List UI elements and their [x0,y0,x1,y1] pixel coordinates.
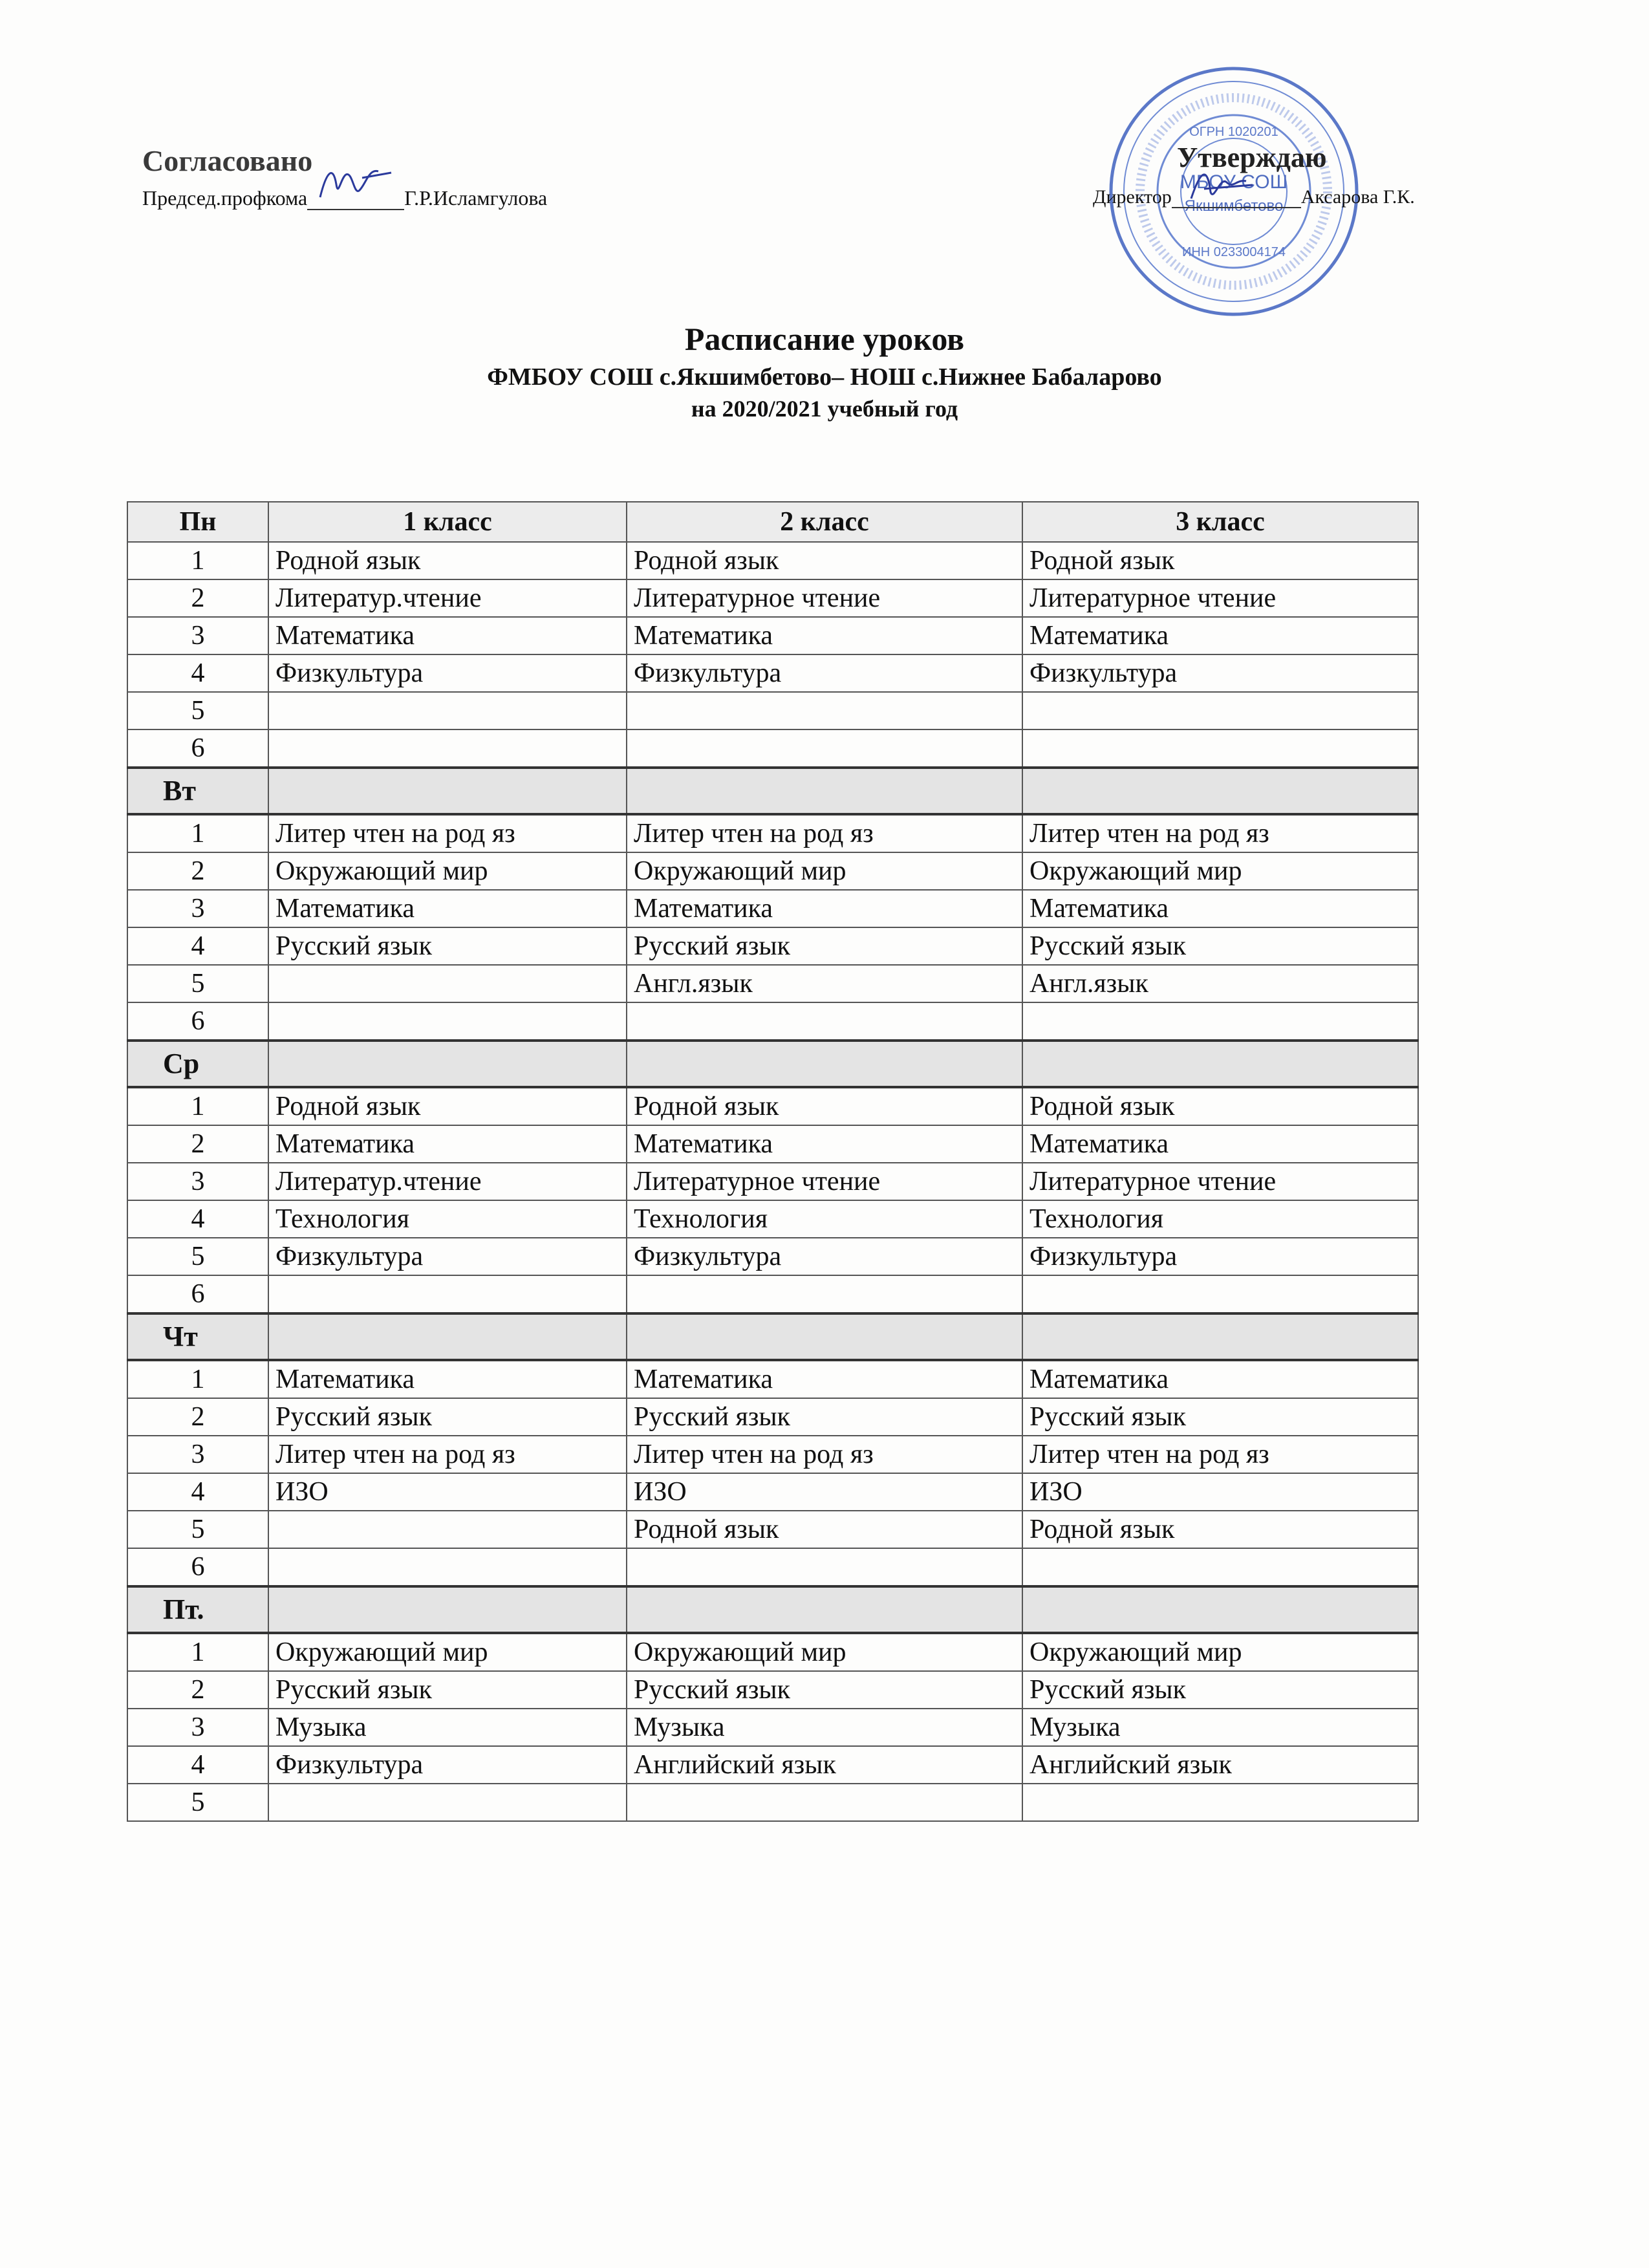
table-cell: Математика [268,1360,627,1398]
stamp-inn: ИНН 0233004174 [1181,245,1286,259]
table-cell: Литер чтен на род яз [268,1436,627,1473]
lesson-number: 4 [127,1200,268,1238]
table-cell: Литературное чтение [1022,1163,1418,1200]
table-cell: Физкультура [1022,654,1418,692]
doc-year: на 2020/2021 учебный год [691,396,958,422]
table-cell: Русский язык [268,1671,627,1709]
table-cell: Математика [268,1125,627,1163]
table-cell: Математика [627,617,1022,654]
lesson-number: 5 [127,1511,268,1548]
day-name: Ср [127,1041,268,1087]
lesson-number: 2 [127,1671,268,1709]
table-cell: Русский язык [268,1398,627,1436]
table-cell: Технология [1022,1200,1418,1238]
table-cell: Технология [627,1200,1022,1238]
document-titles [0,320,1649,422]
lesson-number: 5 [127,965,268,1002]
table-row [127,729,1418,768]
table-cell [627,1275,1022,1313]
day-row-tue [127,768,1418,814]
table-cell: Музыка [627,1709,1022,1746]
table-cell [1022,1275,1418,1313]
table-row [127,1238,1418,1275]
table-cell: Родной язык [1022,1511,1418,1548]
lesson-number: 1 [127,542,268,579]
table-row [127,1511,1418,1548]
table-cell: Русский язык [627,927,1022,965]
table-row [127,579,1418,617]
approved-signature [1172,189,1301,208]
table-row [127,1436,1418,1473]
table-cell: Физкультура [268,654,627,692]
table-row [127,654,1418,692]
column-header: 1 класс [268,502,627,542]
table-cell: Физкультура [627,654,1022,692]
column-header: 2 класс [627,502,1022,542]
agreed-heading: Согласовано [142,144,313,177]
table-row [127,1473,1418,1511]
table-cell: Физкультура [627,1238,1022,1275]
table-cell: Окружающий мир [268,852,627,890]
day-name: Пт. [127,1586,268,1633]
table-cell: Русский язык [268,927,627,965]
table-cell [627,1041,1022,1087]
table-row [127,965,1418,1002]
day-row-fri [127,1586,1418,1633]
table-cell [268,729,627,768]
table-cell: Окружающий мир [1022,1633,1418,1671]
table-cell [627,692,1022,729]
table-cell: Физкультура [268,1746,627,1784]
table-cell: Окружающий мир [627,852,1022,890]
table-cell [268,1784,627,1821]
table-row [127,890,1418,927]
table-cell: Родной язык [627,1087,1022,1125]
agreed-name: Г.Р.Исламгулова [404,186,548,210]
lesson-number: 1 [127,1360,268,1398]
lesson-number: 4 [127,1473,268,1511]
approved-line [1093,186,1415,208]
table-row [127,1709,1418,1746]
table-cell: Музыка [268,1709,627,1746]
table-cell: Математика [627,890,1022,927]
table-cell [268,1002,627,1041]
table-cell: Математика [1022,890,1418,927]
table-cell [268,1041,627,1087]
table-cell [627,1548,1022,1586]
table-cell: Родной язык [1022,542,1418,579]
table-cell: Математика [627,1125,1022,1163]
table-cell: Математика [1022,1125,1418,1163]
table-cell: Английский язык [627,1746,1022,1784]
table-cell [268,768,627,814]
stamp-org: МБОУ СОШ [1180,171,1288,193]
table-cell [268,692,627,729]
lesson-number: 2 [127,1125,268,1163]
table-cell: Родной язык [1022,1087,1418,1125]
table-row [127,1275,1418,1313]
table-row [127,542,1418,579]
table-cell: Литер чтен на род яз [1022,814,1418,852]
table-row [127,1784,1418,1821]
header-row [127,502,1418,542]
lesson-number: 3 [127,1436,268,1473]
table-cell [627,1313,1022,1360]
table-cell [1022,1548,1418,1586]
table-cell [1022,768,1418,814]
table-cell: Математика [627,1360,1022,1398]
doc-title: Расписание уроков [684,321,965,357]
lesson-number: 4 [127,654,268,692]
table-cell: Литер чтен на род яз [1022,1436,1418,1473]
lesson-number: 3 [127,1709,268,1746]
table-cell: Английский язык [1022,1746,1418,1784]
agreed-line [142,183,547,210]
table-row [127,1200,1418,1238]
table-cell: Русский язык [627,1671,1022,1709]
lesson-number: 3 [127,890,268,927]
table-cell: Окружающий мир [268,1633,627,1671]
day-name: Чт [127,1313,268,1360]
table-cell [268,1275,627,1313]
table-cell [627,1586,1022,1633]
lesson-number: 6 [127,1275,268,1313]
table-cell [268,1313,627,1360]
table-cell: Русский язык [1022,927,1418,965]
day-header-mon: Пн [127,502,268,542]
schedule-table [127,501,1419,1822]
table-cell: Физкультура [268,1238,627,1275]
table-cell [627,1002,1022,1041]
agreed-block [142,144,547,210]
table-cell [627,729,1022,768]
agreed-role: Председ.профкома [142,186,308,210]
lesson-number: 3 [127,1163,268,1200]
lesson-number: 3 [127,617,268,654]
table-cell [1022,729,1418,768]
table-cell: Литер чтен на род яз [627,814,1022,852]
table-cell: Физкультура [1022,1238,1418,1275]
table-row [127,852,1418,890]
table-cell: Литератур.чтение [268,1163,627,1200]
lesson-number: 6 [127,729,268,768]
table-cell: Русский язык [1022,1398,1418,1436]
table-cell: Родной язык [627,542,1022,579]
stamp-ogrn: ОГРН 1020201 [1189,125,1278,139]
lesson-number: 4 [127,927,268,965]
approved-role: Директор [1093,186,1172,208]
table-cell: Русский язык [1022,1671,1418,1709]
table-row [127,617,1418,654]
table-cell: ИЗО [627,1473,1022,1511]
lesson-number: 6 [127,1002,268,1041]
table-row [127,814,1418,852]
table-cell [268,1586,627,1633]
table-cell: ИЗО [268,1473,627,1511]
lesson-number: 2 [127,1398,268,1436]
table-cell: Математика [1022,1360,1418,1398]
table-row [127,1548,1418,1586]
lesson-number: 1 [127,1633,268,1671]
table-cell [627,1784,1022,1821]
table-cell: Окружающий мир [1022,852,1418,890]
table-cell: Англ.язык [1022,965,1418,1002]
table-row [127,1398,1418,1436]
table-cell [627,768,1022,814]
table-cell: Математика [1022,617,1418,654]
table-cell: Окружающий мир [627,1633,1022,1671]
lesson-number: 1 [127,814,268,852]
table-cell: Литератур.чтение [268,579,627,617]
table-cell: Технология [268,1200,627,1238]
table-row [127,1002,1418,1041]
table-cell: Математика [268,890,627,927]
table-cell: Математика [268,617,627,654]
lesson-number: 2 [127,852,268,890]
lesson-number: 1 [127,1087,268,1125]
table-cell: Родной язык [268,1087,627,1125]
table-cell [1022,1586,1418,1633]
table-row [127,1671,1418,1709]
table-cell: Русский язык [627,1398,1022,1436]
table-cell [268,1548,627,1586]
table-cell [1022,1313,1418,1360]
table-row [127,1125,1418,1163]
doc-school: ФМБОУ СОШ с.Якшимбетово– НОШ с.Нижнее Бабаларово [487,363,1162,391]
lesson-number: 5 [127,1784,268,1821]
table-row [127,1087,1418,1125]
table-row [127,1163,1418,1200]
table-cell: Родной язык [627,1511,1022,1548]
table-row [127,1633,1418,1671]
agreed-signature [307,183,404,210]
table-cell: Литературное чтение [627,579,1022,617]
approved-name: Аксарова Г.К. [1300,186,1415,208]
table-cell [268,1511,627,1548]
lesson-number: 4 [127,1746,268,1784]
table-cell: Музыка [1022,1709,1418,1746]
table-cell: Англ.язык [627,965,1022,1002]
table-cell: ИЗО [1022,1473,1418,1511]
lesson-number: 5 [127,1238,268,1275]
approved-heading: Утверждаю [1177,142,1327,173]
lesson-number: 6 [127,1548,268,1586]
table-cell: Литер чтен на род яз [268,814,627,852]
table-cell [1022,1041,1418,1087]
lesson-number: 2 [127,579,268,617]
table-cell: Родной язык [268,542,627,579]
table-cell: Литературное чтение [1022,579,1418,617]
stamp-village: Якшимбетово [1184,197,1284,215]
table-cell: Литературное чтение [627,1163,1022,1200]
table-cell [268,965,627,1002]
day-row-wed [127,1041,1418,1087]
table-row [127,927,1418,965]
table-row [127,1746,1418,1784]
table-cell [1022,692,1418,729]
day-row-thu [127,1313,1418,1360]
day-name: Вт [127,768,268,814]
table-cell: Литер чтен на род яз [627,1436,1022,1473]
table-row [127,692,1418,729]
column-header: 3 класс [1022,502,1418,542]
table-row [127,1360,1418,1398]
table-cell [1022,1002,1418,1041]
table-cell [1022,1784,1418,1821]
lesson-number: 5 [127,692,268,729]
